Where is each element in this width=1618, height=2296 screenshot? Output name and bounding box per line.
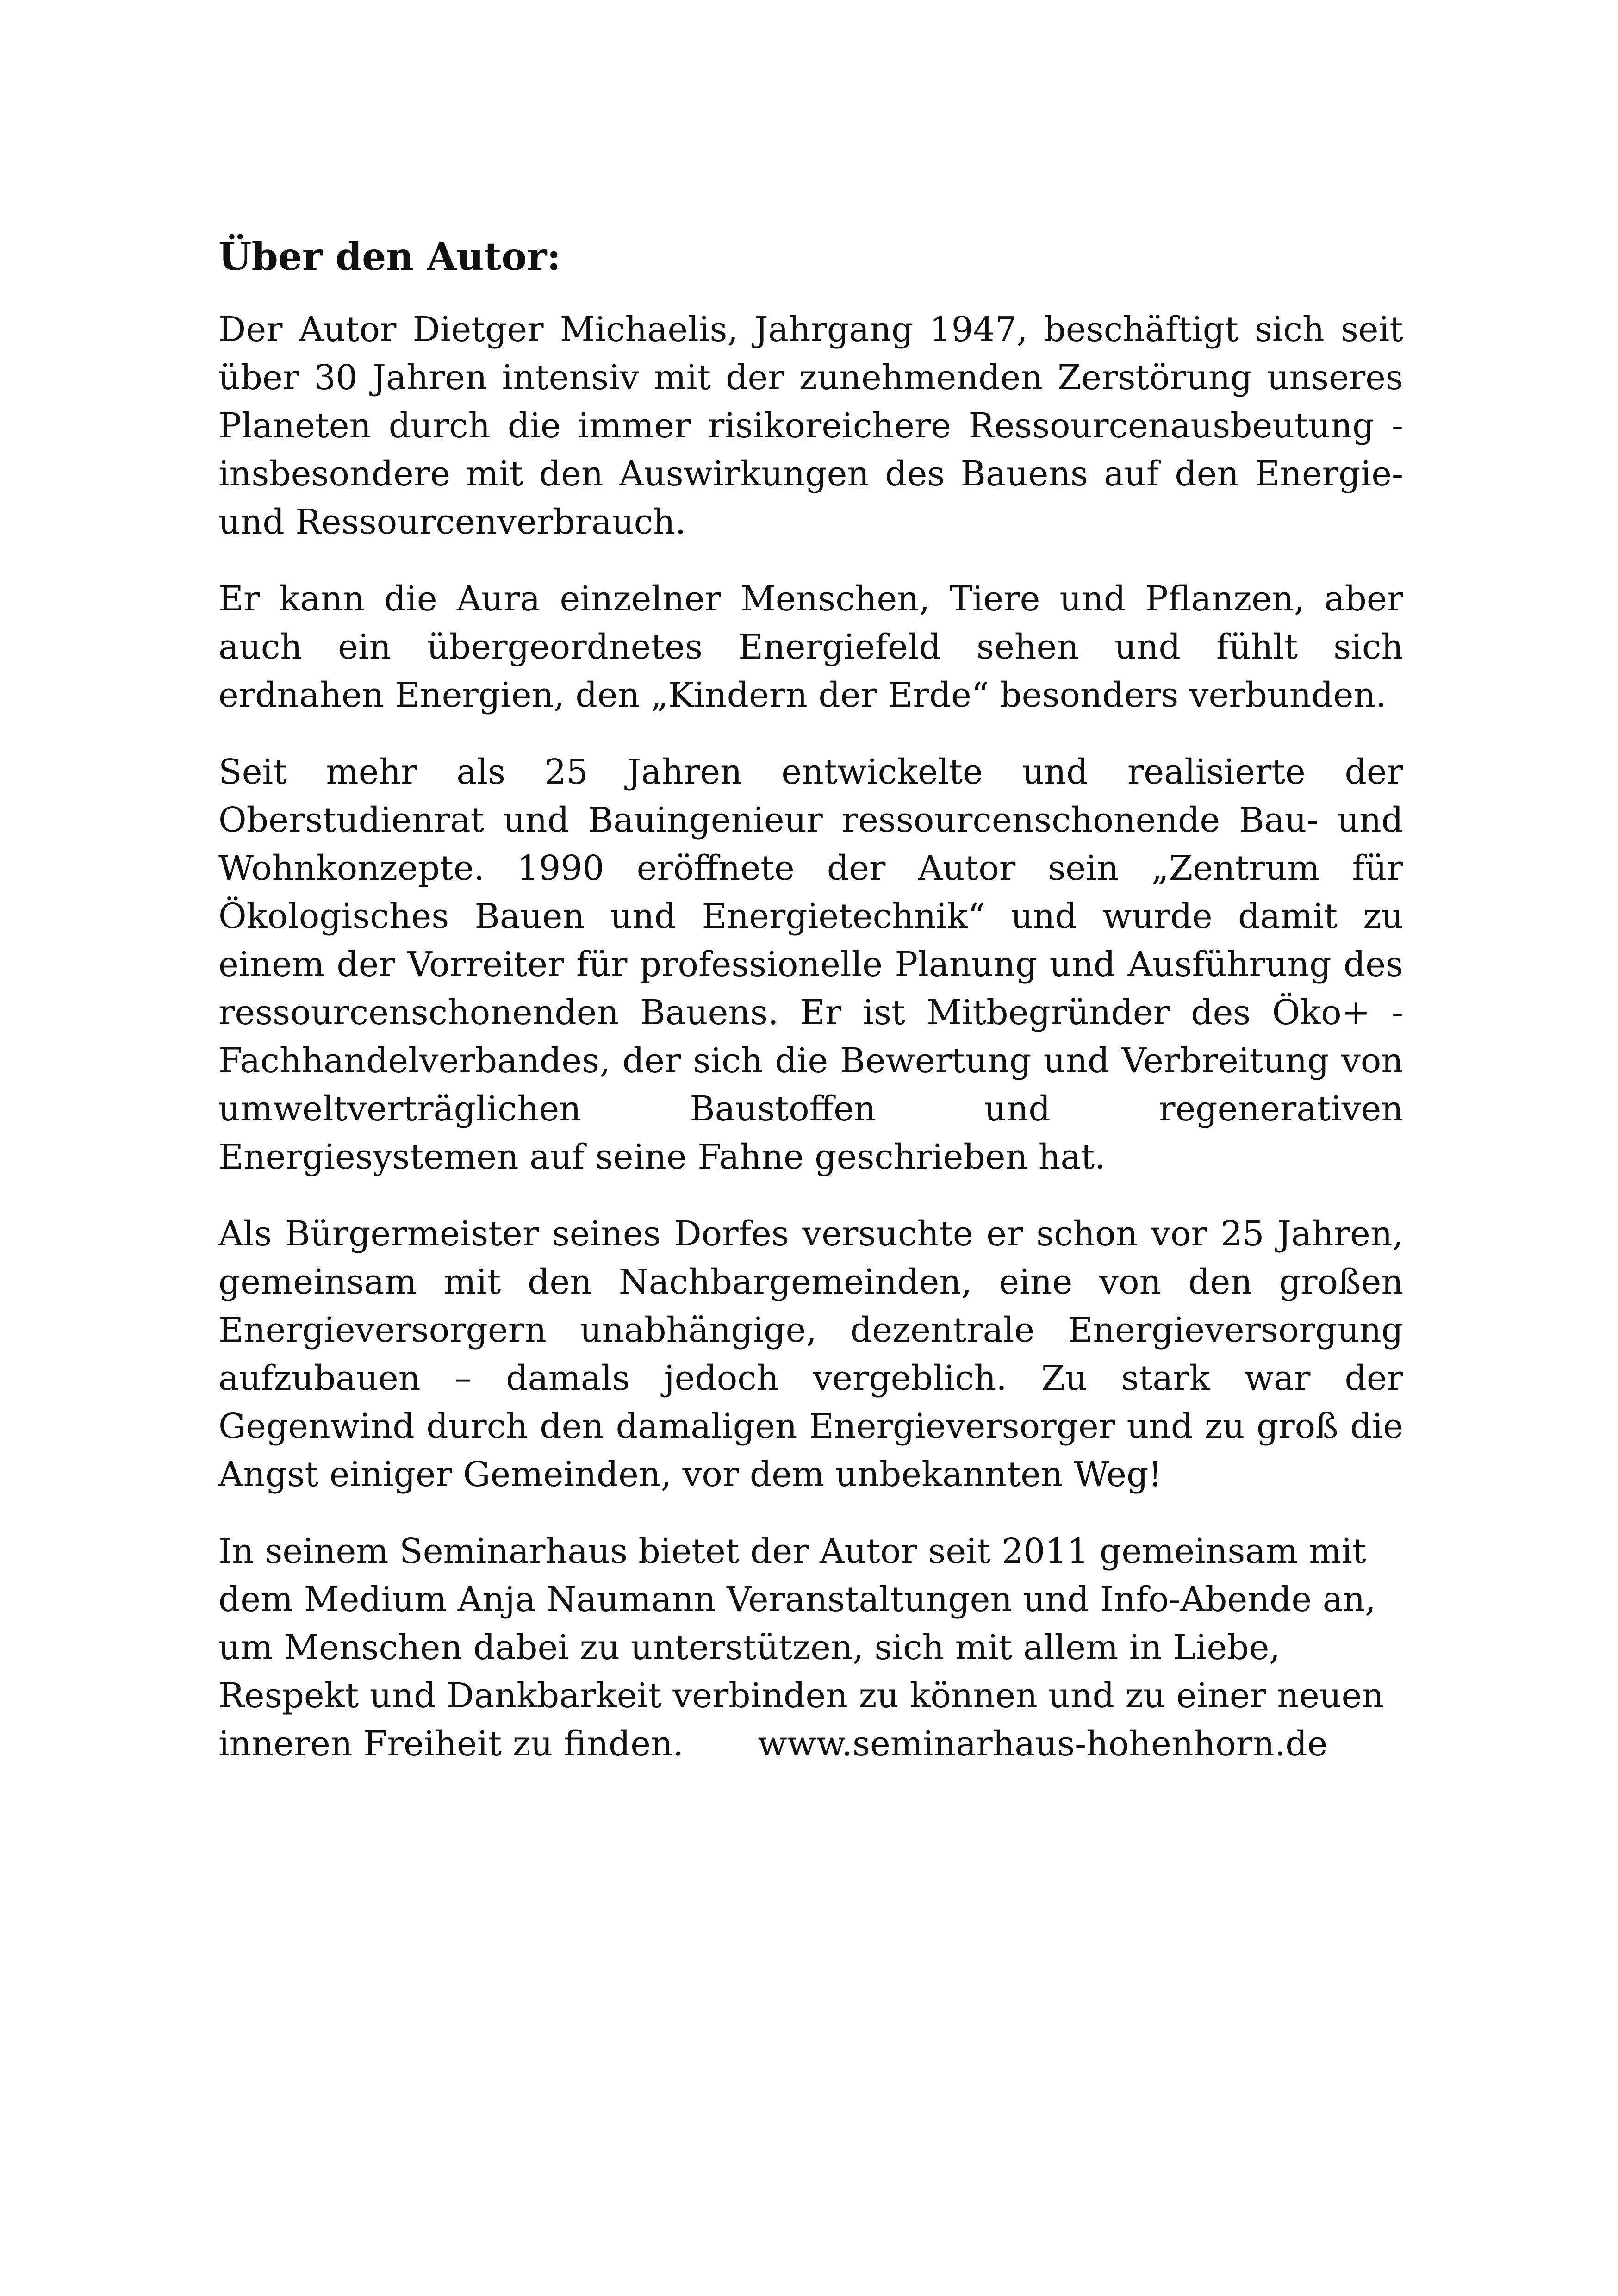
- website-link[interactable]: www.seminarhaus-hohenhorn.de: [758, 1724, 1328, 1764]
- author-bio: [218, 231, 1403, 1797]
- paragraph-5: [218, 1527, 1403, 1768]
- paragraph-2: Er kann die Aura einzelner Menschen, Tiere und Pflanzen, aber auch ein übergeordnetes Energiefeld sehen und fühlt sich erdnahen Energien, den „Kindern der Erde“ besonders verbunden.: [218, 579, 1403, 715]
- paragraph-4: Als Bürgermeister seines Dorfes versuchte er schon vor 25 Jahren, gemeinsam mit den Nachbargemeinden, eine von den großen Energieversorgern unabhängige, dezentrale Energieversorgung aufzubauen – damals jedoch vergeblich. Zu stark war der Gegenwind durch den damaligen Energieversorger und zu groß die Angst einiger Gemeinden, vor dem unbekannten Weg!: [218, 1214, 1403, 1494]
- page-title: Über den Autor:: [218, 235, 561, 279]
- paragraph-1: Der Autor Dietger Michaelis, Jahrgang 1947, beschäftigt sich seit über 30 Jahren intensiv mit der zunehmenden Zerstörung unseres Planeten durch die immer risikoreichere Ressourcenausbeutung - insbesondere mit den Auswirkungen des Bauens auf den Energie- und Ressourcenverbrauch.: [218, 310, 1403, 542]
- paragraph-3: Seit mehr als 25 Jahren entwickelte und realisierte der Oberstudienrat und Bauingenieur ressourcenschonende Bau- und Wohnkonzepte. 1990 eröffnete der Autor sein „Zentrum für Ökologisches Bauen und Energietechnik“ und wurde damit zu einem der Vorreiter für professionelle Planung und Ausführung des ressourcenschonenden Bauens. Er ist Mitbegründer des Öko+ - Fachhandelverbandes, der sich die Bewertung und Verbreitung von umweltverträglichen Baustoffen und regenerativen Energiesystemen auf seine Fahne geschrieben hat.: [218, 752, 1403, 1177]
- paragraph-5-text: In seinem Seminarhaus bietet der Autor seit 2011 gemeinsam mit dem Medium Anja Naumann Veranstaltungen und Info-Abende an, um Menschen dabei zu unterstützen, sich mit allem in Liebe, Respekt und Dankbarkeit verbinden zu können und zu einer neuen inneren Freiheit zu finden.: [218, 1531, 1384, 1764]
